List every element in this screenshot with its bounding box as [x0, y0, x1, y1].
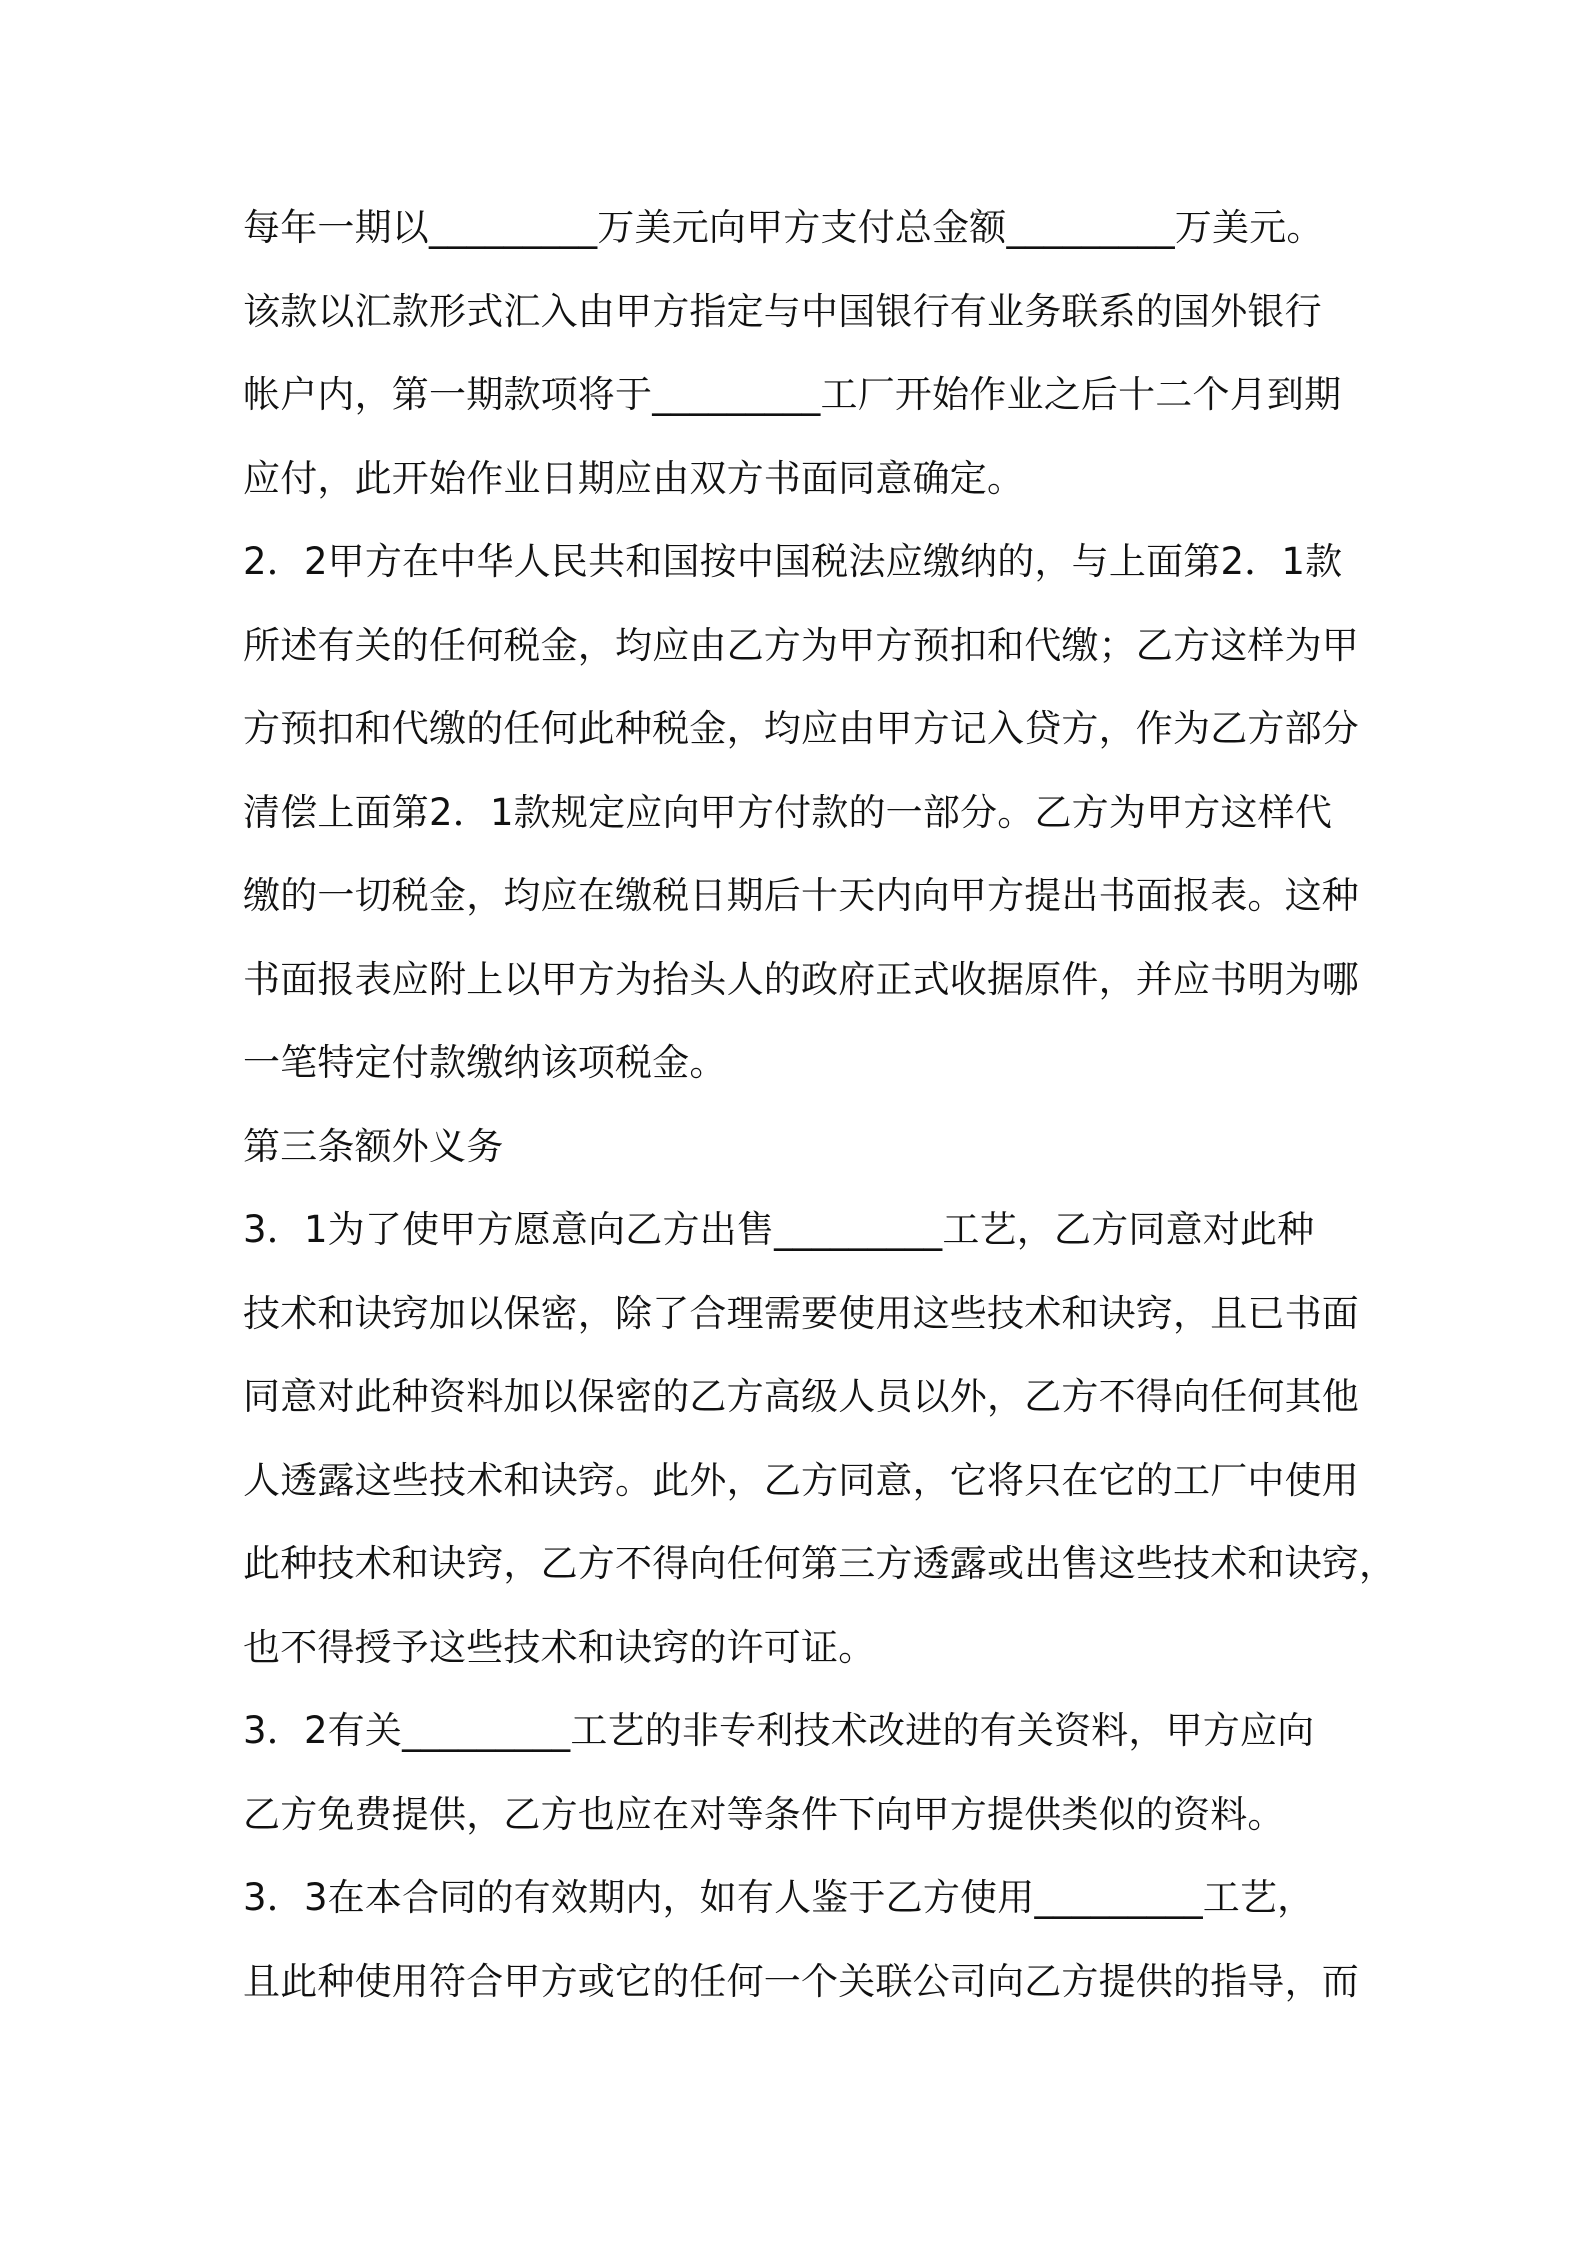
clause-3-2-line-2: 乙方免费提供，乙方也应在对等条件下向甲方提供类似的资料。 — [243, 1792, 1285, 1836]
clause-2-2-line-3: 方预扣和代缴的任何此种税金，均应由甲方记入贷方，作为乙方部分 — [243, 707, 1359, 750]
clause-2-2-line-2: 所述有关的任何税金，均应由乙方为甲方预扣和代缴；乙方这样为甲 — [243, 623, 1359, 667]
contract-text — [243, 196, 1397, 2033]
clause-3-1-line-5: 此种技术和诀窍，乙方不得向任何第三方透露或出售这些技术和诀窍， — [243, 1542, 1397, 1585]
clause-3-3-line-2: 且此种使用符合甲方或它的任何一个关联公司向乙方提供的指导，而 — [243, 1959, 1359, 2003]
clause-2-2-line-6: 书面报表应附上以甲方为抬头人的政府正式收据原件，并应书明为哪 — [243, 957, 1359, 1001]
clause-3-2-line-1: 3．2有关_________工艺的非专利技术改进的有关资料，甲方应向 — [243, 1709, 1315, 1752]
clause-3-3-line-1: 3．3在本合同的有效期内，如有人鉴于乙方使用_________工艺， — [243, 1876, 1315, 1919]
text-line-4: 应付，此开始作业日期应由双方书面同意确定。 — [243, 456, 1025, 500]
clause-3-1-line-2: 技术和诀窍加以保密，除了合理需要使用这些技术和诀窍，且已书面 — [243, 1291, 1359, 1335]
clause-3-1-line-6: 也不得授予这些技术和诀窍的许可证。 — [243, 1625, 876, 1669]
clause-3-1-line-1: 3．1为了使甲方愿意向乙方出售_________工艺，乙方同意对此种 — [243, 1208, 1315, 1251]
clause-2-2-line-4: 清偿上面第2．1款规定应向甲方付款的一部分。乙方为甲方这样代 — [243, 790, 1333, 834]
text-line-3: 帐户内，第一期款项将于_________工厂开始作业之后十二个月到期 — [243, 373, 1342, 416]
text-line-1: 每年一期以_________万美元向甲方支付总金额_________万美元。 — [243, 206, 1324, 249]
clause-3-1-line-3: 同意对此种资料加以保密的乙方高级人员以外，乙方不得向任何其他 — [243, 1375, 1359, 1418]
clause-3-1-line-4: 人透露这些技术和诀窍。此外，乙方同意，它将只在它的工厂中使用 — [243, 1458, 1359, 1502]
text-line-2: 该款以汇款形式汇入由甲方指定与中国银行有业务联系的国外银行 — [243, 289, 1322, 333]
clause-2-2-line-5: 缴的一切税金，均应在缴税日期后十天内向甲方提出书面报表。这种 — [243, 874, 1359, 917]
article-3-heading: 第三条额外义务 — [243, 1124, 504, 1168]
clause-2-2-line-1: 2．2甲方在中华人民共和国按中国税法应缴纳的，与上面第2．1款 — [243, 540, 1343, 583]
clause-2-2-line-7: 一笔特定付款缴纳该项税金。 — [243, 1041, 727, 1084]
